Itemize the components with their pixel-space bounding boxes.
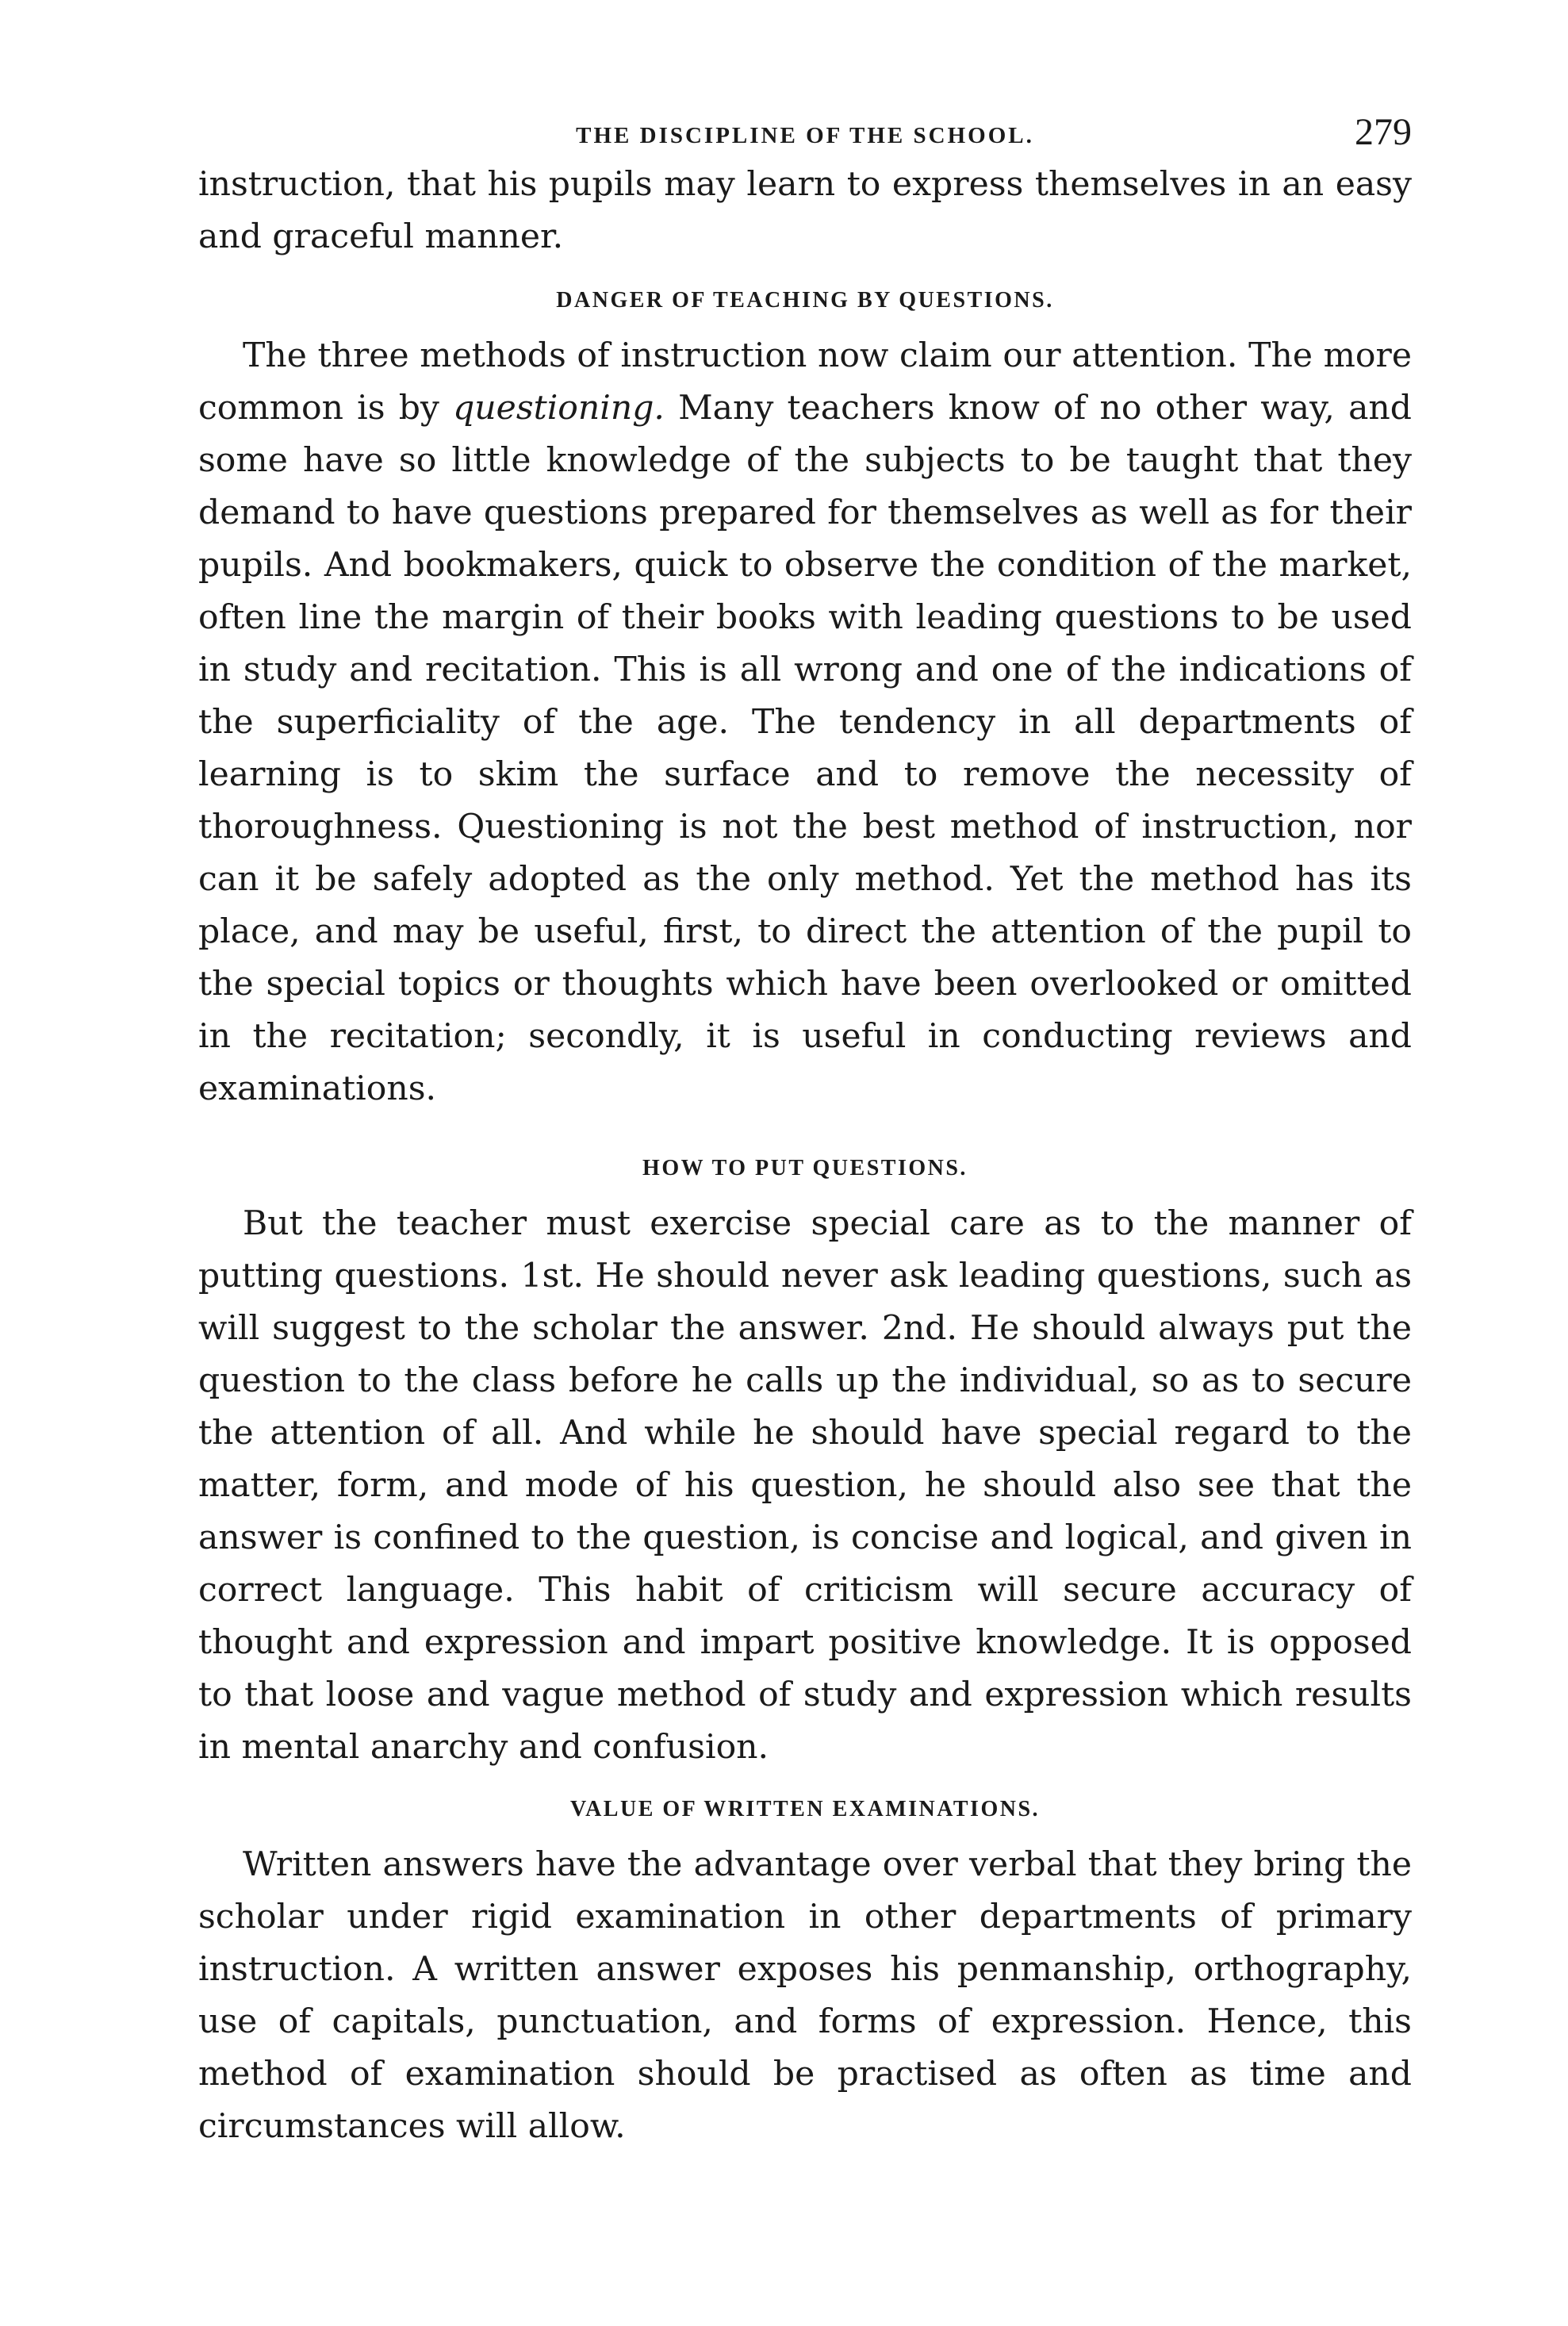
running-head [198,107,1412,155]
paragraph-continued: instruction, that his pupils may learn to express themselves in an easy and graceful manner. [198,165,1412,256]
emphasis-questioning: questioning. [453,389,665,428]
paragraph-putting-questions: But the teacher must exercise special care as to the manner of putting questions. 1st. He should never ask leading questions, such as will suggest to the scholar the answer. 2nd. He should always put the question to the class before he calls up the individual, so as to secure the attention of all. And while he should have special regard to the matter, form, and mode of his question, he should also see that the answer is confined to the question, is concise and logical, and given in correct language. This habit of criticism will secure accuracy of thought and expression and impart positive knowledge. It is opposed to that loose and vague method of study and expression which results in mental anarchy and confusion. [198,1204,1412,1767]
paragraph-text: Many teachers know of no other way, and some have so little knowledge of the subjects to be taught that they demand to have questions prepared for themselves as well as for their pupils. And bookmakers, quick to observe the condition of the market, often line the margin of their books with leading questions to be used in study and recitation. This is all wrong and one of the indications of the superficiality of the age. The tendency in all departments of learning is to skim the surface and to remove the necessity of thoroughness. Questioning is not the best method of instruction, nor can it be safely adopted as the only method. Yet the method has its place, and may be useful, first, to direct the attention of the pupil to the special topics or thoughts which have been overlooked or omitted in the recitation; secondly, it is useful in conducting reviews and examinations. [198,389,1412,1108]
paragraph-written-answers: Written answers have the advantage over verbal that they bring the scholar under rigid examination in other departments of primary instruction. A written answer exposes his penmanship, orthography, use of capitals, punctuation, and forms of expression. Hence, this method of examination should be practised as often as time and circumstances will allow. [198,1845,1412,2146]
running-title: THE DISCIPLINE OF THE SCHOOL. [576,123,1034,148]
section-heading-written-examinations: VALUE OF WRITTEN EXAMINATIONS. [569,1797,1041,1821]
paragraph-text: The three methods of instruction now claim our attention. The more common is by [198,336,1412,428]
section-heading-danger-of-teaching: DANGER OF TEACHING BY QUESTIONS. [556,288,1054,313]
text-column [198,159,1412,2153]
page-number: 279 [1355,111,1412,153]
section-heading-how-to-put-questions: HOW TO PUT QUESTIONS. [642,1156,968,1180]
paragraph-teaching-by-questions [198,330,1412,1115]
